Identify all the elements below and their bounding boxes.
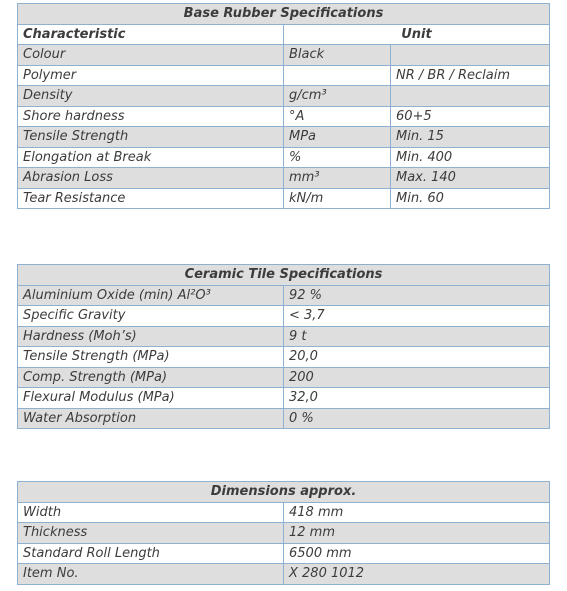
row-unit: MPa <box>284 127 391 148</box>
column-header-row <box>18 24 550 45</box>
row-unit: mm³ <box>284 168 391 189</box>
row-value <box>391 86 550 107</box>
row-value: 32,0 <box>284 388 550 409</box>
row-unit: °A <box>284 106 391 127</box>
row-label: Width <box>18 502 284 523</box>
row-value: < 3,7 <box>284 306 550 327</box>
ceramic-tile-table <box>17 264 550 429</box>
row-value: 9 t <box>284 326 550 347</box>
table-row <box>18 127 550 148</box>
table-row <box>18 306 550 327</box>
row-label: Tensile Strength <box>18 127 284 148</box>
row-value: 20,0 <box>284 347 550 368</box>
row-label: Polymer <box>18 65 284 86</box>
row-value: 418 mm <box>284 502 550 523</box>
row-label: Thickness <box>18 523 284 544</box>
table-title: Base Rubber Specifications <box>18 4 550 25</box>
table-title: Ceramic Tile Specifications <box>18 265 550 286</box>
row-label: Colour <box>18 45 284 66</box>
table-row <box>18 285 550 306</box>
row-unit: Black <box>284 45 391 66</box>
row-label: Tensile Strength (MPa) <box>18 347 284 368</box>
row-unit: g/cm³ <box>284 86 391 107</box>
column-header-unit: Unit <box>284 24 550 45</box>
table-title-row <box>18 265 550 286</box>
table-row <box>18 65 550 86</box>
table-row <box>18 326 550 347</box>
table-row <box>18 168 550 189</box>
row-value: 6500 mm <box>284 543 550 564</box>
table-row <box>18 147 550 168</box>
row-label: Item No. <box>18 564 284 585</box>
column-header-characteristic: Characteristic <box>18 24 284 45</box>
table-row <box>18 564 550 585</box>
row-label: Comp. Strength (MPa) <box>18 367 284 388</box>
row-label: Abrasion Loss <box>18 168 284 189</box>
row-label: Shore hardness <box>18 106 284 127</box>
table-title-row <box>18 482 550 503</box>
table-title-row <box>18 4 550 25</box>
table-row <box>18 106 550 127</box>
row-label: Elongation at Break <box>18 147 284 168</box>
row-value: 200 <box>284 367 550 388</box>
row-label: Flexural Modulus (MPa) <box>18 388 284 409</box>
row-value: Min. 60 <box>391 188 550 209</box>
dimensions-table <box>17 481 550 585</box>
table-row <box>18 388 550 409</box>
table-row <box>18 86 550 107</box>
row-unit: kN/m <box>284 188 391 209</box>
row-value: X 280 1012 <box>284 564 550 585</box>
row-value: 92 % <box>284 285 550 306</box>
table-row <box>18 45 550 66</box>
table-row <box>18 543 550 564</box>
table-row <box>18 523 550 544</box>
row-label: Tear Resistance <box>18 188 284 209</box>
table-row <box>18 408 550 429</box>
table-title: Dimensions approx. <box>18 482 550 503</box>
row-label: Density <box>18 86 284 107</box>
row-value: 12 mm <box>284 523 550 544</box>
row-value: Min. 400 <box>391 147 550 168</box>
table-row <box>18 367 550 388</box>
row-value: 60+5 <box>391 106 550 127</box>
row-value: Min. 15 <box>391 127 550 148</box>
base-rubber-table <box>17 3 550 209</box>
row-unit: % <box>284 147 391 168</box>
row-value: Max. 140 <box>391 168 550 189</box>
table-row <box>18 502 550 523</box>
row-label: Specific Gravity <box>18 306 284 327</box>
row-label: Hardness (Moh’s) <box>18 326 284 347</box>
row-label: Aluminium Oxide (min) Al²O³ <box>18 285 284 306</box>
row-value: NR / BR / Reclaim <box>391 65 550 86</box>
table-row <box>18 188 550 209</box>
row-unit <box>284 65 391 86</box>
row-value <box>391 45 550 66</box>
table-row <box>18 347 550 368</box>
row-label: Water Absorption <box>18 408 284 429</box>
row-value: 0 % <box>284 408 550 429</box>
row-label: Standard Roll Length <box>18 543 284 564</box>
